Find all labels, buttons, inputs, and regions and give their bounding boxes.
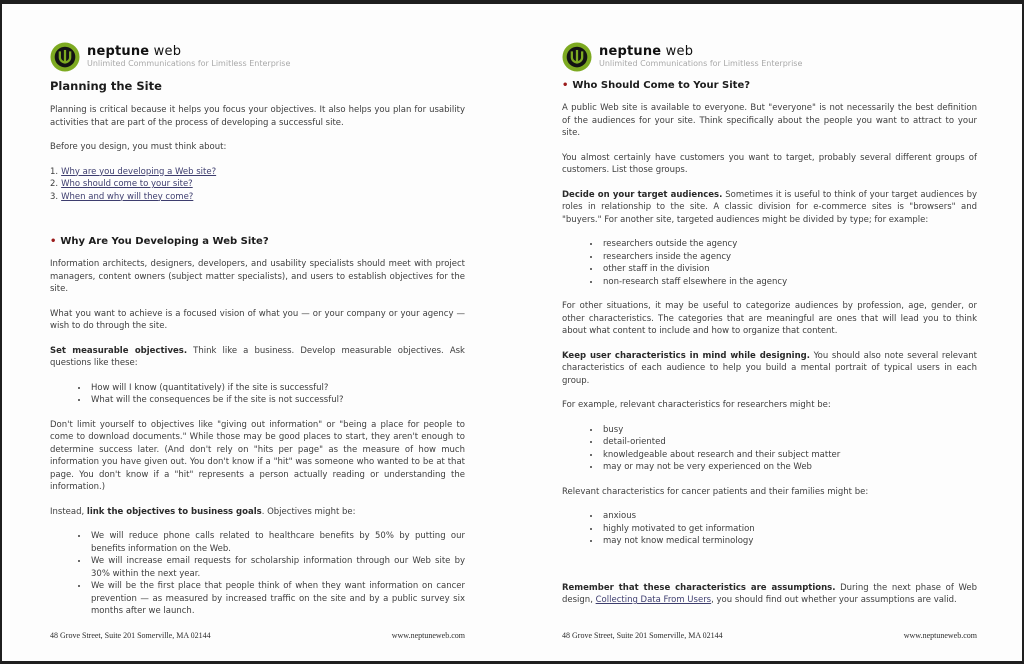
link-when-why-come[interactable]: When and why will they come? — [61, 191, 194, 202]
page-who-should-come — [562, 42, 977, 642]
list-item: • researchers inside the agency — [601, 251, 977, 264]
paragraph-decide-audiences — [562, 189, 977, 227]
paragraph: Don't limit yourself to objectives like "giving out information" or "being a place for people to come to download documents." While those may be good places to start, they aren't enough to determine success later. (And don't rely on "hits per page" as the measure of how much information you have given out. You don't know if a "hit" was someone who wanted to be at that page. You don't know if a "hit" represents a person actually reading or understanding the information.) — [50, 419, 465, 492]
paragraph-text: . Objectives might be: — [261, 506, 356, 517]
list-item: • researchers outside the agency — [601, 238, 977, 251]
brand-tagline: Unlimited Communications for Limitless Enterprise — [599, 59, 803, 68]
paragraph-text: During the next phase of Web design, — [562, 582, 977, 605]
section-bullet-icon: • — [562, 80, 569, 91]
list-item: • We will increase email requests for scholarship information through our Web site by 30% within the next year. — [89, 555, 465, 580]
toc-number: 1. — [50, 166, 59, 177]
think-about-lead: Before you design, you must think about: — [50, 142, 227, 152]
brand-logo — [50, 42, 465, 72]
brand-name-bold: neptune — [87, 44, 150, 59]
page-planning-the-site — [50, 42, 465, 642]
brand-logo — [562, 42, 977, 72]
brand-name — [599, 45, 802, 59]
toc-number: 3. — [50, 191, 59, 202]
bold-lead: link the objectives to business goals — [86, 506, 262, 517]
toc-item — [50, 178, 465, 191]
bold-lead: Decide on your target audiences. — [562, 189, 723, 200]
brand-name-bold: neptune — [599, 44, 662, 59]
paragraph-remember-assumptions — [562, 582, 977, 607]
paragraph: For other situations, it may be useful to categorize audiences by profession, age, gender, or other characteristics. The categories that are meaningful are ones that will lead you to think about what content to include and how to organize that content. — [562, 301, 977, 336]
list-item: • busy — [601, 424, 977, 437]
neptune-trident-icon — [50, 42, 80, 72]
objectives-list — [50, 530, 465, 618]
brand-name-light: web — [661, 44, 694, 59]
footer-address: 48 Grove Street, Suite 201 Somerville, MA 02144 — [50, 630, 211, 640]
brand-name — [87, 45, 290, 59]
neptune-trident-icon — [562, 42, 592, 72]
list-item: • What will the consequences be if the site is not successful? — [89, 394, 465, 407]
list-item: • other staff in the division — [601, 263, 977, 276]
paragraph-text: , you should find out whether your assumptions are valid. — [711, 595, 957, 605]
section-heading-text: Why Are You Developing a Web Site? — [60, 236, 269, 247]
paragraph: Relevant characteristics for cancer patients and their families might be: — [562, 486, 869, 497]
brand-text — [87, 45, 290, 69]
toc-item — [50, 191, 465, 204]
footer-address: 48 Grove Street, Suite 201 Somerville, MA 02144 — [562, 630, 723, 640]
link-collecting-data-from-users[interactable]: Collecting Data From Users — [595, 595, 712, 605]
paragraph-link-objectives — [50, 506, 465, 519]
paragraph: You almost certainly have customers you want to target, probably several different groups of customers. List those groups. — [562, 152, 977, 175]
link-who-should-come[interactable]: Who should come to your site? — [61, 179, 193, 189]
list-item: • We will be the first place that people think of when they want information on cancer prevention — as measured by increased traffic on the site and by a public survey six months after we launch. — [89, 580, 465, 618]
audience-types-list — [562, 238, 977, 288]
section-heading-why-developing — [50, 235, 465, 248]
paragraph: Information architects, designers, developers, and usability specialists should meet with project managers, content owners (subject matter specialists), and users to establish objectives for the site. — [50, 259, 465, 294]
footer-website: www.neptuneweb.com — [391, 630, 465, 640]
list-item: • highly motivated to get information — [601, 523, 977, 536]
researcher-traits-list — [562, 424, 977, 474]
paragraph-text: Think like a business. Develop measurable objectives. Ask questions like these: — [50, 345, 465, 368]
list-item: • We will reduce phone calls related to healthcare benefits by 50% by putting our benefits information on the Web. — [89, 530, 465, 555]
paragraph-text: You should also note several relevant characteristics of each audience to help you build a mental portrait of typical users in each group. — [562, 350, 977, 386]
list-item: • may or may not be very experienced on the Web — [601, 461, 977, 474]
section-heading-text: Who Should Come to Your Site? — [572, 80, 751, 91]
footer-website: www.neptuneweb.com — [903, 630, 977, 640]
intro-paragraph: Planning is critical because it helps you focus your objectives. It also helps you plan for usability activities that are part of the process of developing a successful site. — [50, 105, 465, 128]
section-heading-who-should-come — [562, 79, 977, 92]
page-title: Planning the Site — [50, 79, 162, 93]
brand-text — [599, 45, 802, 69]
bold-lead: Keep user characteristics in mind while designing. — [562, 350, 810, 361]
list-item: • anxious — [601, 510, 977, 523]
section-bullet-icon: • — [50, 236, 57, 247]
brand-name-light: web — [149, 44, 182, 59]
paragraph: For example, relevant characteristics for researchers might be: — [562, 400, 831, 410]
list-item: • detail-oriented — [601, 436, 977, 449]
toc-list — [50, 166, 465, 204]
questions-list — [50, 382, 465, 407]
bold-lead: Remember that these characteristics are assumptions. — [562, 582, 836, 593]
paragraph-text: Sometimes it is useful to think of your target audiences by roles in relationship to the site. A classic division for e-commerce sites is "browsers" and "buyers." For another site, targeted audiences might be divided by type; for example: — [562, 189, 977, 225]
link-why-developing[interactable]: Why are you developing a Web site? — [61, 166, 217, 177]
brand-tagline: Unlimited Communications for Limitless Enterprise — [87, 59, 291, 68]
patient-traits-list — [562, 510, 977, 548]
paragraph: A public Web site is available to everyone. But "everyone" is not necessarily the best definition of the audiences for your site. Think specifically about the people you want to attract to your site. — [562, 103, 977, 138]
list-item: • non-research staff elsewhere in the agency — [601, 276, 977, 289]
page-footer — [50, 630, 465, 643]
paragraph: What you want to achieve is a focused vision of what you — or your company or your agency — wish to do through the site. — [50, 308, 465, 331]
list-item: • How will I know (quantitatively) if the site is successful? — [89, 382, 465, 395]
paragraph-keep-characteristics — [562, 350, 977, 388]
paragraph-set-measurable-objectives — [50, 345, 465, 370]
toc-item — [50, 166, 465, 179]
paragraph-text: Instead, — [50, 506, 87, 517]
toc-number: 2. — [50, 179, 59, 189]
list-item: • knowledgeable about research and their subject matter — [601, 449, 977, 462]
page-footer — [562, 630, 977, 643]
list-item: • may not know medical terminology — [601, 535, 977, 548]
bold-lead: Set measurable objectives. — [50, 345, 188, 356]
